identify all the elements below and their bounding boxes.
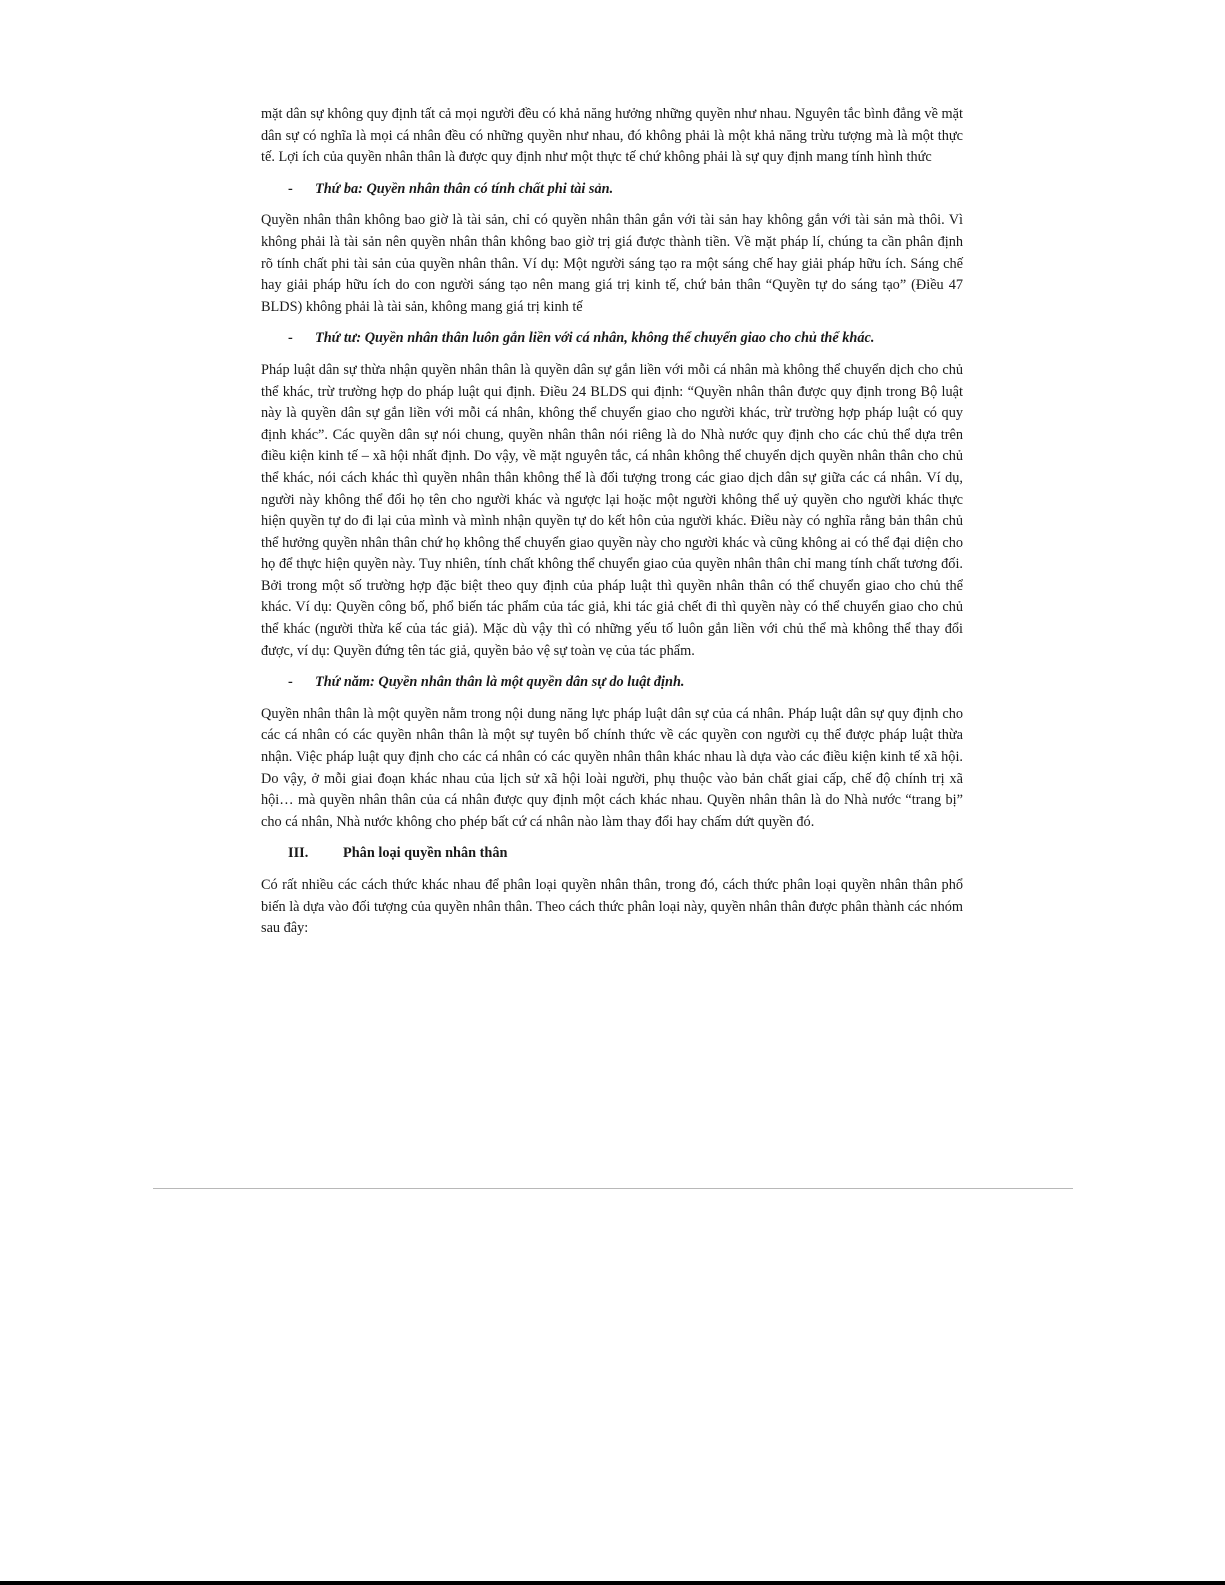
bullet-dash: - xyxy=(288,674,293,691)
heading-text: Thứ ba: Quyền nhân thân có tính chất phi tài sản. xyxy=(315,180,614,197)
heading-fourth-property xyxy=(261,328,963,350)
bottom-edge-bar xyxy=(0,1581,1225,1585)
document-page xyxy=(261,104,963,950)
bullet-dash: - xyxy=(288,180,293,197)
paragraph-statutory-right: Quyền nhân thân là một quyền nằm trong nội dung năng lực pháp luật dân sự của cá nhân. Pháp luật dân sự quy định cho các cá nhân có các quyền nhân thân là một sự tuyên bố chính thức về các quyền con người cụ thể được pháp luật thừa nhận. Việc pháp luật quy định cho các cá nhân có các quyền nhân thân khác nhau là dựa vào các điều kiện kinh tế xã hội. Do vậy, ở mỗi giai đoạn khác nhau của lịch sử xã hội loài người, phụ thuộc vào bản chất giai cấp, chế độ chính trị xã hội… mà quyền nhân thân của cá nhân được quy định một cách khác nhau. Quyền nhân thân là do Nhà nước “trang bị” cho cá nhân, Nhà nước không cho phép bất cứ cá nhân nào làm thay đổi hay chấm dứt quyền đó. xyxy=(261,705,963,830)
section-title: Phân loại quyền nhân thân xyxy=(343,845,508,862)
heading-fifth-property xyxy=(261,672,963,694)
bullet-dash: - xyxy=(288,330,293,347)
section-heading-classification xyxy=(261,843,963,865)
paragraph-non-transferable: Pháp luật dân sự thừa nhận quyền nhân thân là quyền dân sự gắn liền với mỗi cá nhân mà không thể chuyển dịch cho chủ thể khác, trừ trường hợp do pháp luật qui định. Điều 24 BLDS qui định: “Quyền nhân thân được quy định trong Bộ luật này là quyền dân sự gắn liền với mỗi cá nhân, không thể chuyển giao cho người khác, trừ trường hợp pháp luật có quy định khác”. Các quyền dân sự nói chung, quyền nhân thân nói riêng là do Nhà nước quy định cho các chủ thể dựa trên điều kiện kinh tế – xã hội nhất định. Do vậy, về mặt nguyên tắc, cá nhân không thể chuyển dịch quyền nhân thân cho chủ thể khác, nói cách khác thì quyền nhân thân không thể là đối tượng trong các giao dịch dân sự giữa các cá nhân. Ví dụ, người này không thể đổi họ tên cho người khác và ngược lại hoặc một người không thể uỷ quyền cho người khác thực hiện quyền tự do đi lại của mình và mình nhận quyền tự do kết hôn của người khác. Điều này có nghĩa rằng bản thân chủ thể hưởng quyền nhân thân chứ họ không thể chuyển giao quyền này cho người khác và cũng không ai có thể đại diện cho họ để thực hiện quyền này. Tuy nhiên, tính chất không thể chuyển giao của quyền nhân thân chỉ mang tính chất tương đối. Bởi trong một số trường hợp đặc biệt theo quy định của pháp luật thì quyền nhân thân có thể chuyển giao cho chủ thể khác. Ví dụ: Quyền công bố, phổ biến tác phẩm của tác giả, khi tác giả chết đi thì quyền này có thể chuyển giao cho chủ thể khác (người thừa kế của tác giả). Mặc dù vậy thì có những yếu tố luôn gắn liền với chủ thể mà không thể thay đổi được, ví dụ: Quyền đứng tên tác giả, quyền bảo vệ sự toàn vẹ của tác phẩm. xyxy=(261,361,963,659)
paragraph-equality: mặt dân sự không quy định tất cả mọi người đều có khả năng hưởng những quyền như nhau. Nguyên tắc bình đẳng về mặt dân sự có nghĩa là mọi cá nhân đều có những quyền như nhau, đó không phải là một khả năng trừu tượng mà là một thực tế. Lợi ích của quyền nhân thân là được quy định như một thực tế chứ không phải là sự quy định mang tính hình thức xyxy=(261,106,963,166)
heading-text: Thứ tư: Quyền nhân thân luôn gắn liền với cá nhân, không thể chuyển giao cho chủ thể khác. xyxy=(315,330,875,347)
heading-third-property xyxy=(261,179,963,201)
paragraph-non-property: Quyền nhân thân không bao giờ là tài sản, chỉ có quyền nhân thân gắn với tài sản hay không gắn với tài sản mà thôi. Vì không phải là tài sản nên quyền nhân thân không bao giờ trị giá được thành tiền. Về mặt pháp lí, chúng ta cần phân định rõ tính chất phi tài sản của quyền nhân thân. Ví dụ: Một người sáng tạo ra một sáng chế hay giải pháp hữu ích. Sáng chế hay giải pháp hữu ích do con người sáng tạo nên mang giá trị kinh tế, chứ bản thân “Quyền tự do sáng tạo” (Điều 47 BLDS) không phải là tài sản, không mang giá trị kinh tế xyxy=(261,212,963,315)
page-divider xyxy=(153,1188,1073,1189)
heading-text: Thứ năm: Quyền nhân thân là một quyền dân sự do luật định. xyxy=(315,674,685,691)
paragraph-classification: Có rất nhiều các cách thức khác nhau để phân loại quyền nhân thân, trong đó, cách thức phân loại quyền nhân thân phổ biến là dựa vào đối tượng của quyền nhân thân. Theo cách thức phân loại này, quyền nhân thân được phân thành các nhóm sau đây: xyxy=(261,877,963,937)
section-number: III. xyxy=(288,845,309,862)
